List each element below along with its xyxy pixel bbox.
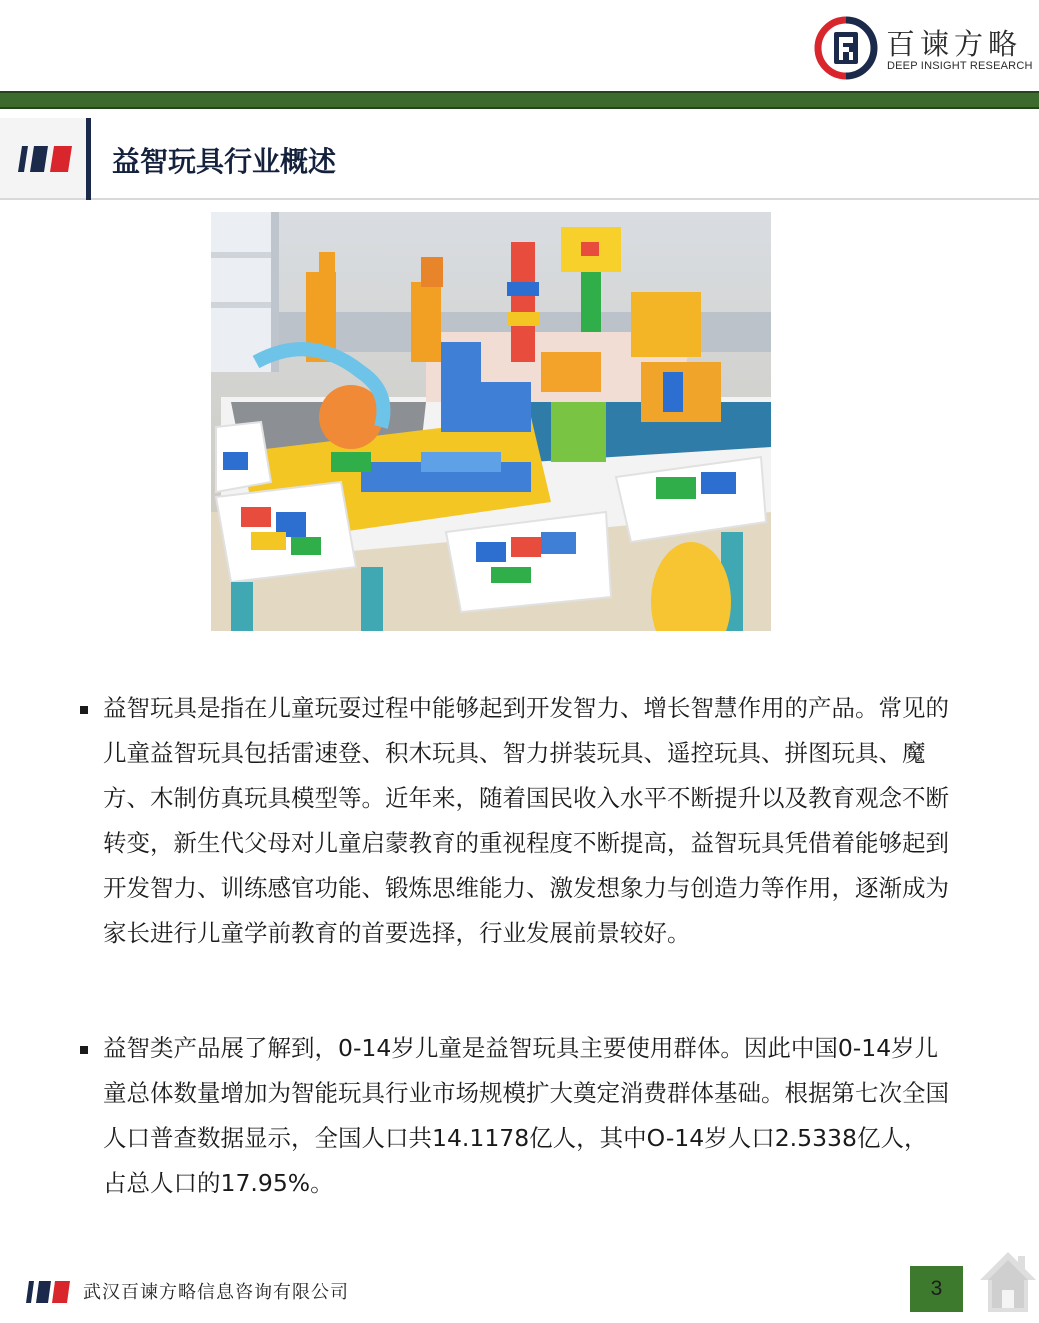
footer-stripes-icon <box>26 1281 70 1303</box>
company-logo <box>814 16 1033 80</box>
logo-mark-icon <box>814 16 878 80</box>
header-rule <box>0 91 1039 109</box>
logo-name: 百谏方略 <box>886 27 1023 61</box>
page-number: 3 <box>930 1277 943 1300</box>
section-title: 益智玩具行业概述 <box>112 145 337 178</box>
toy-building-blocks-table-photo-icon <box>211 212 771 631</box>
footer-company-name: 武汉百谏方略信息咨询有限公司 <box>83 1282 349 1303</box>
toy-blocks-photo <box>211 212 771 631</box>
body-paragraph <box>80 686 950 956</box>
paragraph-text: 益智类产品展了解到，0-14岁儿童是益智玩具主要使用群体。因此中国0-14岁儿童总体数量增加为智能玩具行业市场规模扩大奠定消费群体基础。根据第七次全国人口普查数据显示，全国人口共14.1178亿人，其中O-14岁人口2.5338亿人，占总人口的17.95%。 <box>103 1034 949 1197</box>
logo-subtitle: DEEP INSIGHT RESEARCH <box>887 60 1033 72</box>
section-title-bar <box>0 118 1039 200</box>
paragraph-text: 益智玩具是指在儿童玩耍过程中能够起到开发智力、增长智慧作用的产品。常见的儿童益智玩具包括雷速登、积木玩具、智力拼装玩具、遥控玩具、拼图玩具、魔方、木制仿真玩具模型等。近年来，随着国民收入水平不断提升以及教育观念不断转变，新生代父母对儿童启蒙教育的重视程度不断提高，益智玩具凭借着能够起到开发智力、训练感官功能、锻炼思维能力、激发想象力与创造力等作用，逐渐成为家长进行儿童学前教育的首要选择，行业发展前景较好。 <box>103 694 949 947</box>
square-bullet-icon <box>80 1046 88 1054</box>
page-number-box <box>910 1266 963 1312</box>
home-icon[interactable] <box>978 1250 1038 1314</box>
square-bullet-icon <box>80 706 88 714</box>
body-paragraph <box>80 1026 950 1206</box>
title-bar-left-panel <box>0 118 86 200</box>
stripes-icon <box>18 146 72 172</box>
